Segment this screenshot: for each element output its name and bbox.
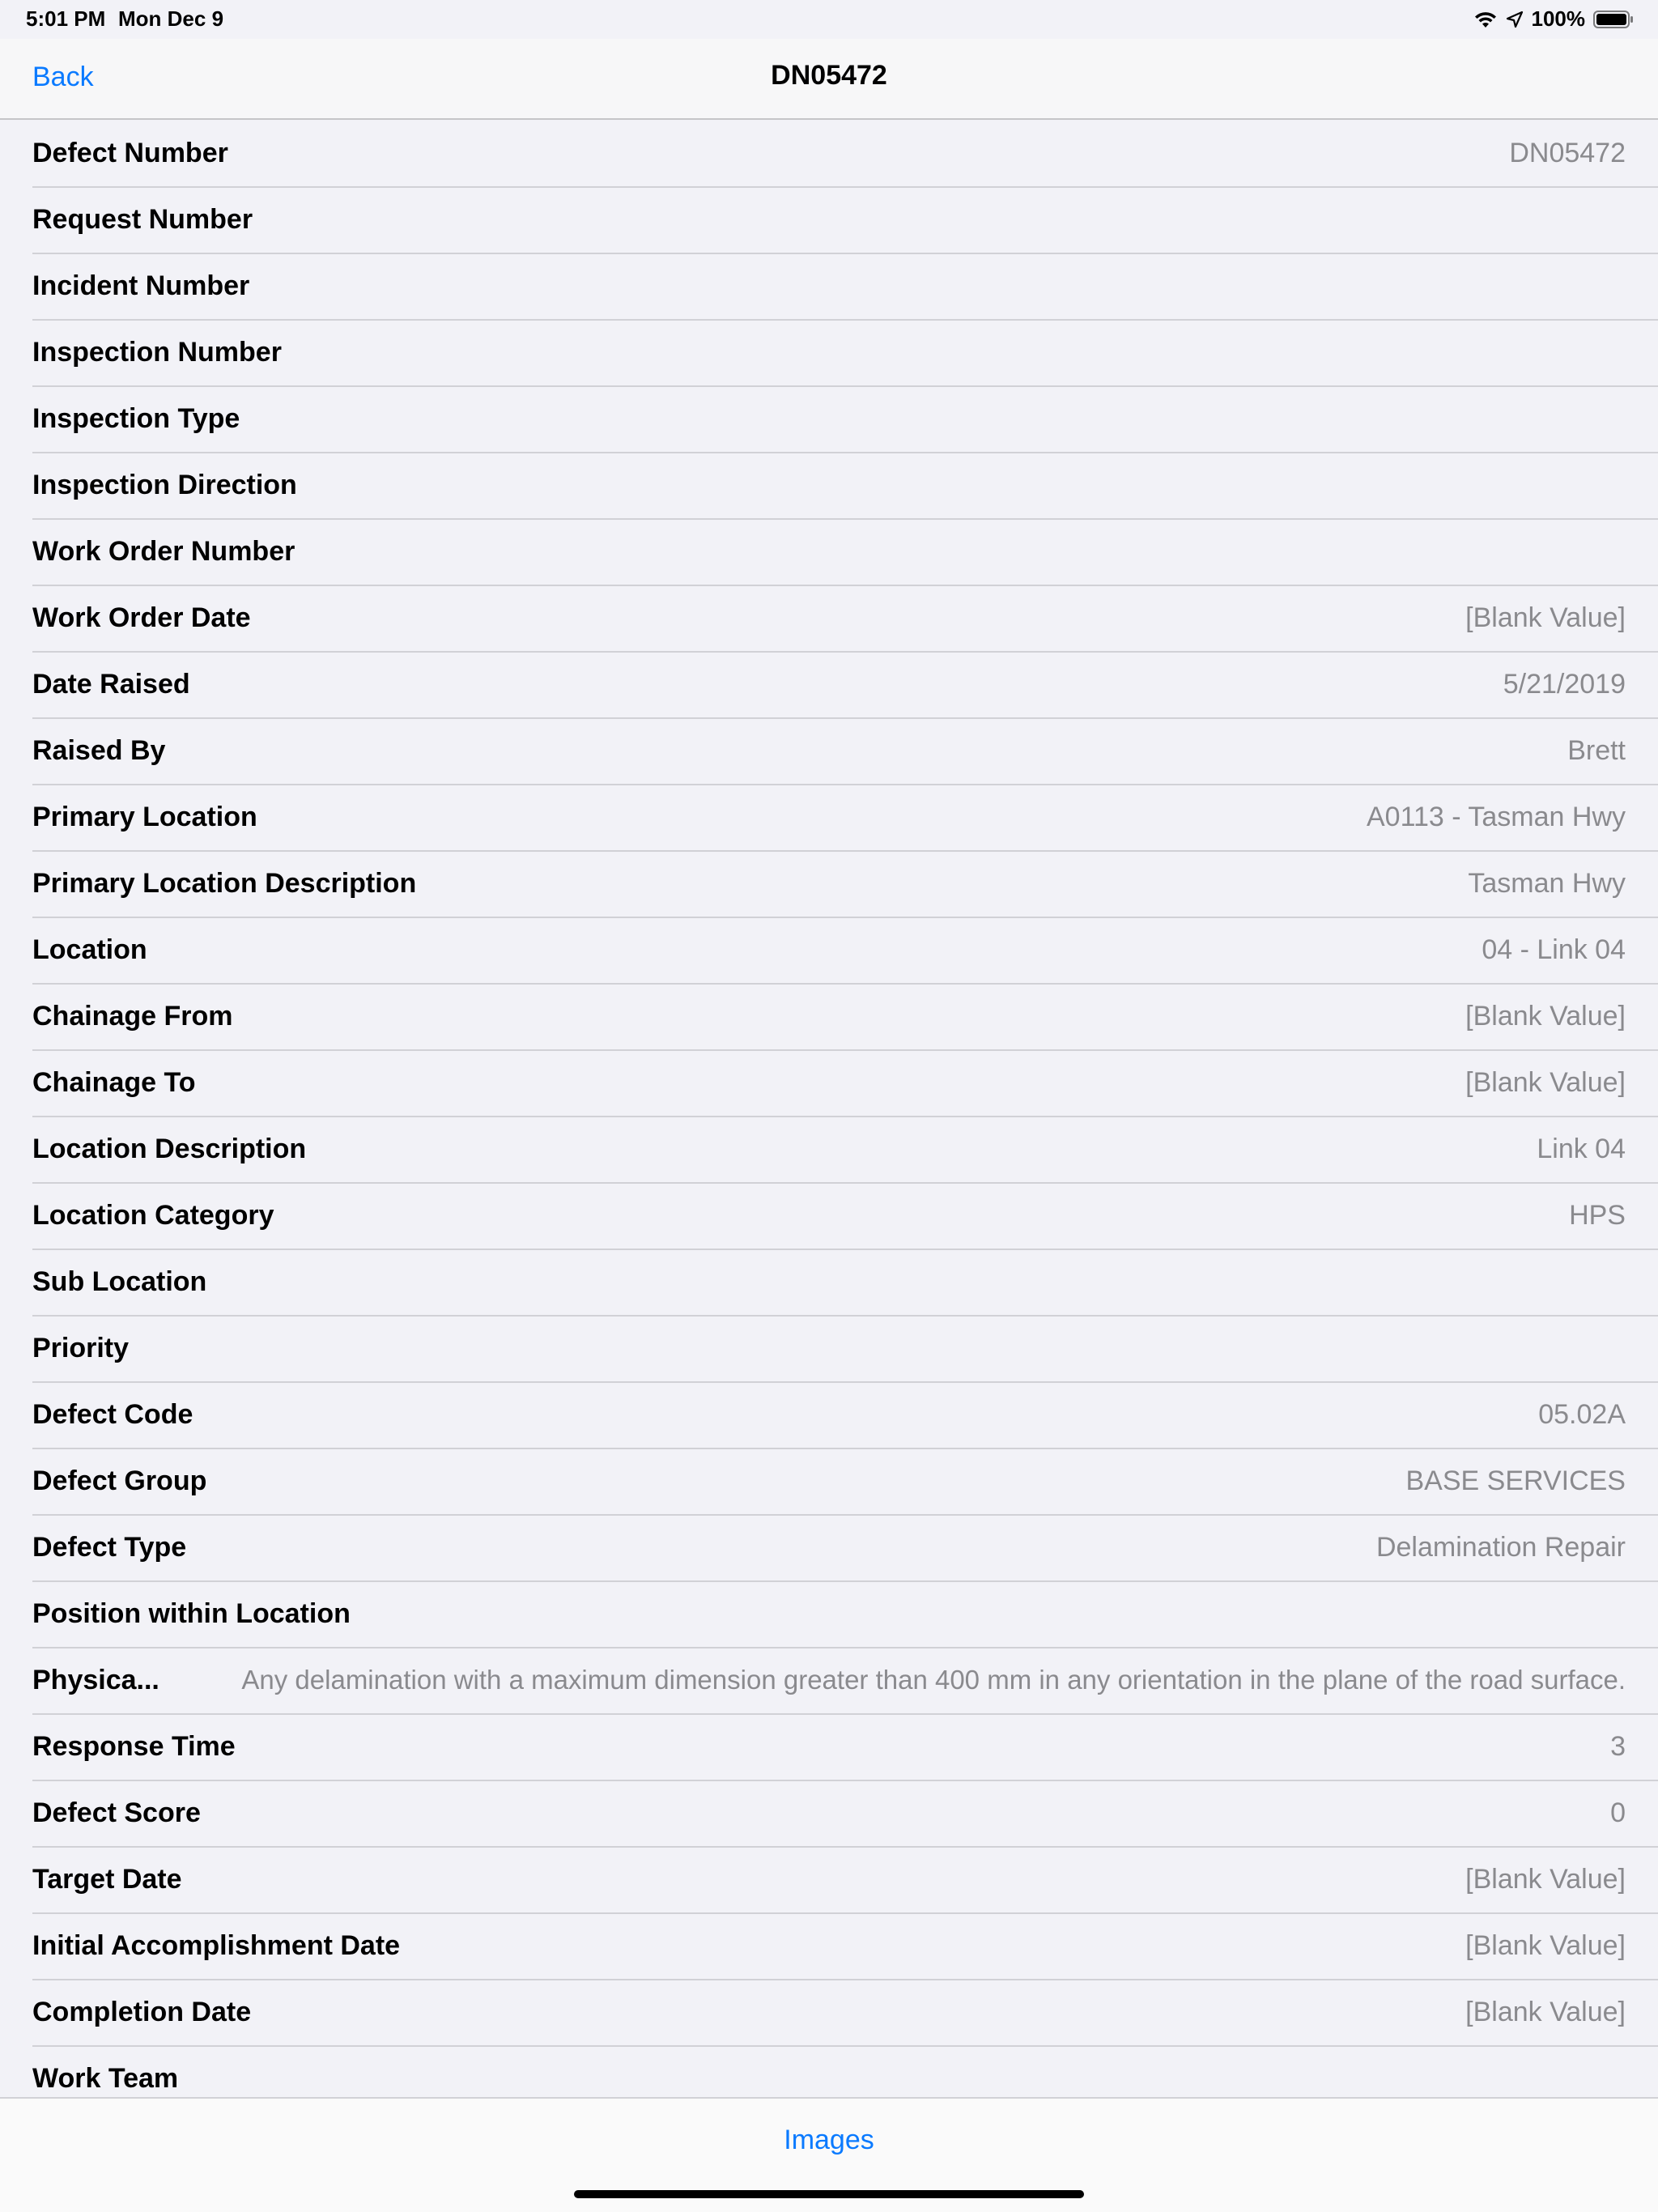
row-label: Inspection Type [32,403,240,434]
row-label: Location [32,934,147,965]
row-value: Link 04 [1537,1134,1626,1164]
row-defect-type[interactable] [32,1516,1658,1582]
row-chainage-to[interactable] [32,1051,1658,1117]
row-value: [Blank Value] [1465,1067,1626,1098]
row-label: Sub Location [32,1266,207,1297]
row-value: 0 [1610,1797,1626,1828]
location-arrow-icon [1506,11,1524,28]
row-value: [Blank Value] [1465,1997,1626,2027]
row-value: A0113 - Tasman Hwy [1367,802,1626,832]
row-value: [Blank Value] [1465,1001,1626,1032]
row-primary-location-description[interactable] [32,852,1658,918]
status-time: 5:01 PM [26,6,106,31]
row-label: Work Order Date [32,602,251,633]
navigation-bar [0,39,1658,120]
row-defect-number[interactable] [32,121,1658,188]
row-request-number[interactable] [32,188,1658,254]
row-label: Defect Number [32,138,228,168]
row-value: Tasman Hwy [1468,868,1626,899]
row-work-order-number[interactable] [32,520,1658,586]
row-label: Location Description [32,1134,307,1164]
row-completion-date[interactable] [32,1980,1658,2047]
images-button[interactable]: Images [784,2125,874,2155]
row-location-category[interactable] [32,1184,1658,1250]
row-incident-number[interactable] [32,254,1658,321]
row-inspection-type[interactable] [32,387,1658,453]
row-inspection-number[interactable] [32,321,1658,387]
page-title: DN05472 [771,60,887,91]
row-initial-accomplishment-date[interactable] [32,1914,1658,1980]
row-value: 5/21/2019 [1503,669,1626,700]
row-label: Target Date [32,1864,182,1895]
row-location[interactable] [32,918,1658,985]
row-value: HPS [1569,1200,1626,1231]
row-label: Position within Location [32,1598,351,1629]
row-label: Completion Date [32,1997,252,2027]
row-value: [Blank Value] [1465,1864,1626,1895]
row-value: [Blank Value] [1465,602,1626,633]
row-label: Work Order Number [32,536,295,567]
row-date-raised[interactable] [32,653,1658,719]
row-label: Defect Group [32,1465,207,1496]
row-label: Primary Location Description [32,868,417,899]
row-label: Incident Number [32,270,250,301]
row-label: Date Raised [32,669,190,700]
row-value: DN05472 [1509,138,1626,168]
row-location-description[interactable] [32,1117,1658,1184]
row-value: [Blank Value] [1465,1930,1626,1961]
defect-detail-list [0,121,1658,2113]
row-label: Physica... [32,1665,159,1695]
row-label: Defect Code [32,1399,193,1430]
row-label: Work Team [32,2063,179,2094]
row-defect-group[interactable] [32,1449,1658,1516]
row-defect-score[interactable] [32,1781,1658,1848]
row-priority[interactable] [32,1317,1658,1383]
row-chainage-from[interactable] [32,985,1658,1051]
row-label: Priority [32,1333,130,1363]
row-label: Inspection Number [32,337,282,368]
wifi-icon [1473,10,1498,29]
row-label: Primary Location [32,802,257,832]
row-position-within-location[interactable] [32,1582,1658,1648]
row-value: Any delamination with a maximum dimension greater than 400 mm in any orientation in the plane of the road surface. [241,1665,1626,1695]
battery-percentage: 100% [1531,6,1585,31]
row-label: Initial Accomplishment Date [32,1930,401,1961]
row-raised-by[interactable] [32,719,1658,785]
back-button[interactable]: Back [32,62,94,92]
row-value: 3 [1610,1731,1626,1762]
row-sub-location[interactable] [32,1250,1658,1317]
row-label: Defect Type [32,1532,187,1563]
home-indicator[interactable] [574,2190,1084,2198]
row-label: Raised By [32,735,166,766]
row-value: BASE SERVICES [1405,1465,1626,1496]
row-label: Request Number [32,204,253,235]
battery-icon [1593,10,1634,29]
row-label: Inspection Direction [32,470,297,500]
status-date: Mon Dec 9 [118,6,224,31]
status-bar [0,0,1658,39]
row-label: Chainage To [32,1067,196,1098]
row-response-time[interactable] [32,1715,1658,1781]
row-physical-description[interactable] [32,1648,1658,1715]
row-label: Response Time [32,1731,236,1762]
row-target-date[interactable] [32,1848,1658,1914]
row-value: 05.02A [1538,1399,1626,1430]
status-indicators [1473,6,1635,32]
row-work-order-date[interactable] [32,586,1658,653]
row-inspection-direction[interactable] [32,453,1658,520]
row-primary-location[interactable] [32,785,1658,852]
row-label: Chainage From [32,1001,233,1032]
row-label: Location Category [32,1200,274,1231]
row-defect-code[interactable] [32,1383,1658,1449]
row-value: Brett [1567,735,1626,766]
row-label: Defect Score [32,1797,201,1828]
row-value: Delamination Repair [1375,1532,1626,1563]
row-value: 04 - Link 04 [1482,934,1626,965]
